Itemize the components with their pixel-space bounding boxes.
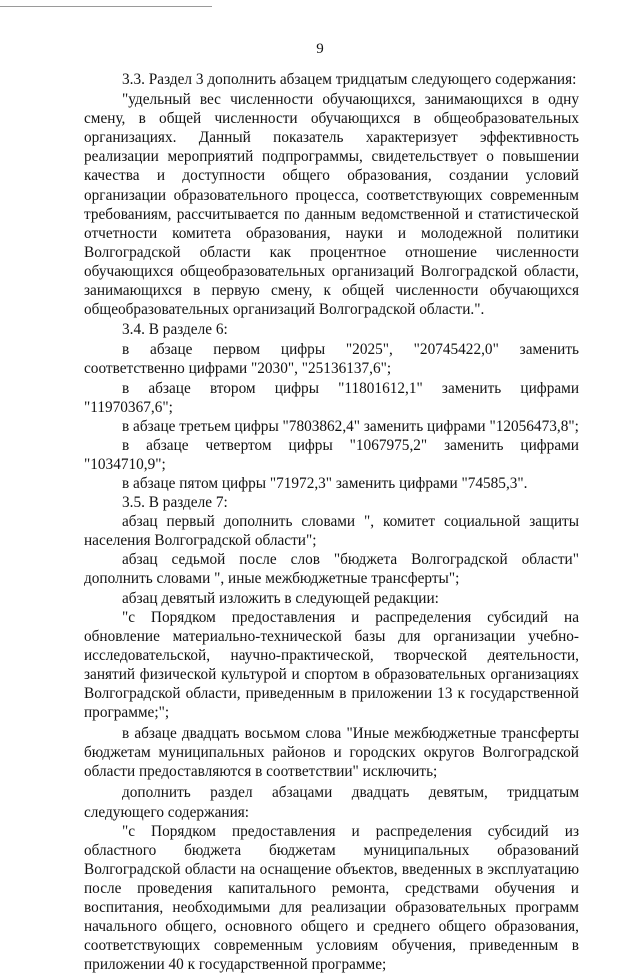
paragraph-section-7-item-4: в абзаце двадцать восьмом слова "Иные межбюджетные трансферты бюджетам муниципальных районов и городских округов Волгоградской области предоставляются в соответствии" исключить; [84,725,579,781]
document-body [84,70,579,974]
paragraph-section-7-item-1: абзац первый дополнить словами ", комитет социальной защиты населения Волгоградской области"; [84,513,579,550]
paragraph-section-7-item-5: дополнить раздел абзацами двадцать девятым, тридцатым следующего содержания: [84,784,579,821]
paragraph-quoted-order-40: "с Порядком предоставления и распределения субсидий из областного бюджета бюджетам муниципальных образований Волгоградской области на оснащение объектов, введенных в эксплуатацию после проведения капитального ремонта, средствами обучения и воспитания, необходимыми для реализации образовательных программ начального общего, основного общего и среднего общего образования, соответствующих современным условиям обучения, приведенным в приложении 40 к государственной программе; [84,822,579,974]
paragraph-section-3-5: 3.5. В разделе 7: [122,494,228,512]
paragraph-quoted-order-13: "с Порядком предоставления и распределения субсидий на обновление материально-технической базы для организации учебно-исследовательской, научно-практической, творческой деятельности, занятий физической культурой и спортом в образовательных организациях Волгоградской области, приведенным в приложении 13 к государственной программе;"; [84,608,579,722]
scan-edge-line [0,6,212,7]
paragraph-section-6-item-5: в абзаце пятом цифры "71972,3" заменить цифрами "74585,3". [122,474,528,492]
paragraph-section-7-item-2: абзац седьмой после слов "бюджета Волгоградской области" дополнить словами ", иные межбюджетные трансферты"; [84,551,579,588]
paragraph-section-7-item-3: абзац девятый изложить в следующей редакции: [122,589,439,607]
page-number: 9 [316,41,324,57]
paragraph-section-6-item-3: в абзаце третьем цифры "7803862,4" заменить цифрами "12056473,8"; [122,417,579,435]
paragraph-section-6-item-4: в абзаце четвертом цифры "1067975,2" заменить цифрами "1034710,9"; [84,436,579,473]
paragraph-section-3-4: 3.4. В разделе 6: [122,321,228,339]
paragraph-section-6-item-1: в абзаце первом цифры "2025", "20745422,0" заменить соответственно цифрами "2030", "25136137,6"; [84,341,579,378]
paragraph-section-3-3: 3.3. Раздел 3 дополнить абзацем тридцатым следующего содержания: [122,71,577,88]
paragraph-section-6-item-2: в абзаце втором цифры "11801612,1" заменить цифрами "11970367,6"; [84,379,579,416]
paragraph-quoted-indicator: "удельный вес численности обучающихся, занимающихся в одну смену, в общей численности обучающихся в общеобразовательных организациях. Данный показатель характеризует эффективность реализации мероприятий подпрограммы, свидетельствует о повышении качества и доступности общего образования, создании условий организации образовательного процесса, соответствующих современным требованиям, рассчитывается по данным ведомственной и статистической отчетности комитета образования, науки и молодежной политики Волгоградской области как процентное отношение численности обучающихся общеобразовательных организаций Волгоградской области, занимающихся в первую смену, к общей численности обучающихся общеобразовательных организаций Волгоградской области.". [84,91,579,319]
